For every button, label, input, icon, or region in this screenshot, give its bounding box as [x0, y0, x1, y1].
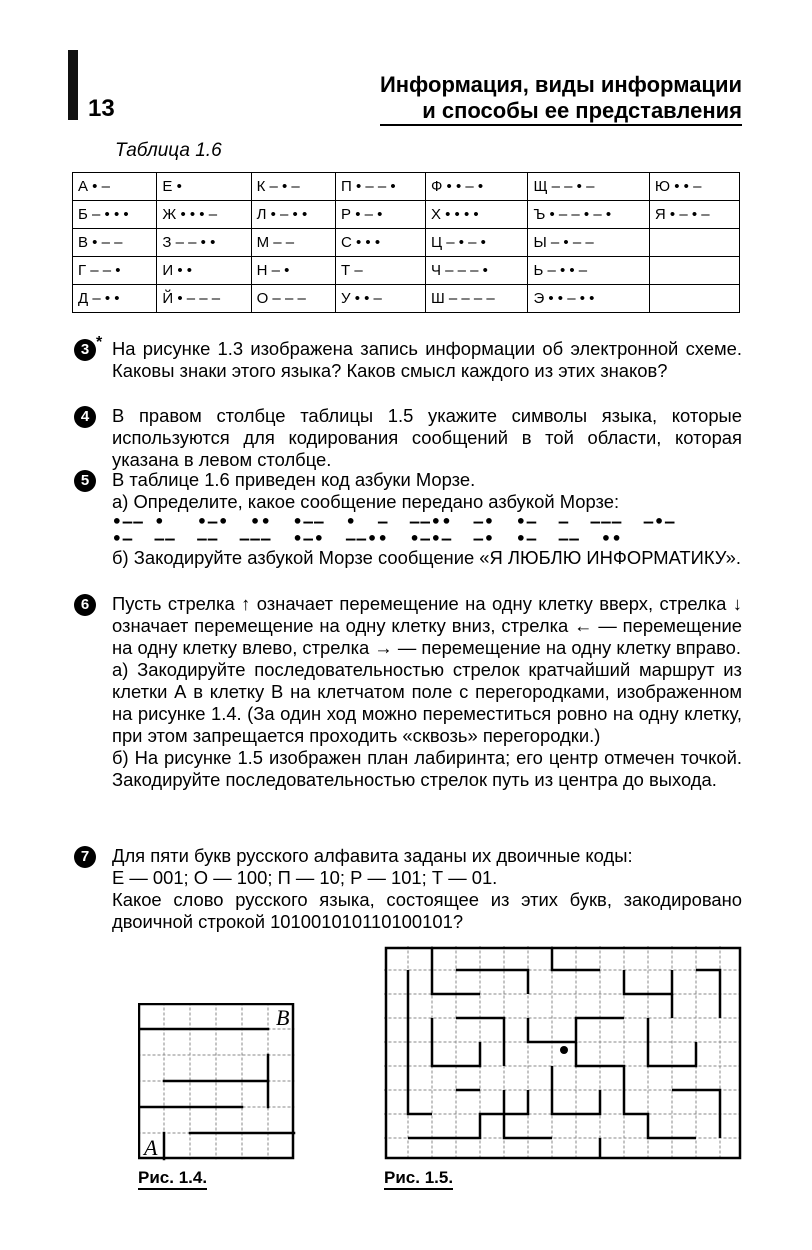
morse-message-line-2: •– –– –– ––– •–• ––•• •–•– –• •– –– ••	[112, 529, 623, 548]
morse-table-cell: Н – •	[251, 257, 335, 285]
morse-table-cell: Э • • – • •	[528, 285, 649, 313]
page-header	[380, 72, 742, 126]
exercise-text: На рисунке 1.3 изображена запись информации об электронной схеме. Каковы знаки этого языка? Каков смысл каждого из этих знаков?	[112, 338, 742, 381]
morse-table-cell: Г – – •	[73, 257, 157, 285]
exercise-part-a: а) Определите, какое сообщение передано азбукой Морзе:	[112, 491, 620, 512]
morse-table-row	[73, 285, 740, 313]
exercise-3	[76, 334, 742, 382]
morse-table-row	[73, 173, 740, 201]
exercise-4	[76, 405, 742, 471]
difficulty-star: *	[96, 334, 103, 351]
morse-table	[72, 172, 740, 313]
morse-table-cell: Я • – • –	[649, 201, 739, 229]
morse-table-cell: И • •	[157, 257, 251, 285]
morse-table-cell	[649, 285, 739, 313]
exercise-6	[76, 593, 742, 791]
exercise-part-b: б) Закодируйте азбукой Морзе сообщение «Я ЛЮБЛЮ ИНФОРМАТИКУ».	[112, 547, 741, 568]
morse-table-row	[73, 229, 740, 257]
morse-table-cell: У • • –	[336, 285, 426, 313]
figure-1-5-caption: Рис. 1.5.	[384, 1168, 453, 1190]
morse-table-cell	[649, 229, 739, 257]
morse-table-cell: Й • – – –	[157, 285, 251, 313]
page-number: 13	[88, 95, 115, 122]
exercise-part-a: а) Закодируйте последовательностью стрелок кратчайший маршрут из клетки А в клетку В на клетчатом поле с перегородками, изображенном на рисунке 1.4. (За один ход можно переместиться ровно на одну клетку, при этом запрещается проходить «сквозь» перегородки.)	[112, 659, 742, 746]
morse-table-cell: С • • •	[336, 229, 426, 257]
morse-table-cell: Р • – •	[336, 201, 426, 229]
morse-table-cell: Д – • •	[73, 285, 157, 313]
header-line-2: и способы ее представления	[380, 98, 742, 126]
exercise-number-badge: 7	[74, 846, 96, 868]
morse-message-line-1: •–– • •–• •• •–– • – ––•• –• •– – ––– –•–	[112, 512, 676, 531]
morse-table-cell: Щ – – • –	[528, 173, 649, 201]
table-caption: Таблица 1.6	[115, 140, 222, 161]
morse-table-cell: З – – • •	[157, 229, 251, 257]
exercise-part-b: б) На рисунке 1.5 изображен план лабиринта; его центр отмечен точкой. Закодируйте последовательностью стрелок путь из центра до выхода.	[112, 747, 742, 790]
morse-table-cell: А • –	[73, 173, 157, 201]
morse-table-cell: Ю • • –	[649, 173, 739, 201]
morse-table-cell: Ъ • – – • – •	[528, 201, 649, 229]
morse-table-cell: Л • – • •	[251, 201, 335, 229]
page-edge-bar	[68, 50, 78, 120]
header-line-1: Информация, виды информации	[379, 72, 742, 97]
morse-table-cell: К – • –	[251, 173, 335, 201]
morse-table-cell: О – – –	[251, 285, 335, 313]
cell-b-label: B	[276, 1005, 290, 1030]
morse-table-cell: Ь – • • –	[528, 257, 649, 285]
morse-table-cell: Ж • • • –	[157, 201, 251, 229]
exercise-text: В таблице 1.6 приведен код азбуки Морзе.	[112, 469, 476, 490]
exercise-text-2: Е — 001; О — 100; П — 10; Р — 101; Т — 01.	[112, 867, 498, 888]
morse-table-row	[73, 201, 740, 229]
morse-table-cell: Ы – • – –	[528, 229, 649, 257]
exercise-7	[76, 845, 742, 933]
morse-table-cell: Е •	[157, 173, 251, 201]
exercise-text: Пусть стрелка ↑ означает перемещение на одну клетку вверх, стрелка ↓ означает перемещение на одну клетку вниз, стрелка ← — перемещение на одну клетку влево, стрелка → — перемещение на одну клетку вправо.	[112, 593, 742, 658]
cell-a-label: A	[144, 1135, 158, 1160]
exercise-5	[76, 469, 742, 569]
exercise-number-badge: 5	[74, 470, 96, 492]
morse-table-cell: М – –	[251, 229, 335, 257]
morse-table-cell: Ф • • – •	[425, 173, 527, 201]
morse-table-row	[73, 257, 740, 285]
exercise-number-badge: 4	[74, 406, 96, 428]
exercise-text-1: Для пяти букв русского алфавита заданы их двоичные коды:	[112, 845, 633, 866]
morse-table-cell: П • – – •	[336, 173, 426, 201]
morse-table-cell: Ш – – – –	[425, 285, 527, 313]
morse-table-cell	[649, 257, 739, 285]
morse-table-cell: Б – • • •	[73, 201, 157, 229]
maze-center-dot	[560, 1046, 568, 1054]
exercise-text-3: Какое слово русского языка, состоящее из этих букв, закодировано двоичной строкой 101001010110100101?	[112, 889, 742, 932]
morse-table-cell: Т –	[336, 257, 426, 285]
morse-table-cell: Х • • • •	[425, 201, 527, 229]
figure-1-4-grid	[138, 1003, 298, 1161]
morse-table-cell: Ч – – – •	[425, 257, 527, 285]
exercise-number-badge: 3	[74, 339, 96, 361]
exercise-number-badge: 6	[74, 594, 96, 616]
morse-table-cell: В • – –	[73, 229, 157, 257]
figure-1-5-maze	[384, 946, 744, 1162]
figure-1-4-caption: Рис. 1.4.	[138, 1168, 207, 1190]
morse-table-cell: Ц – • – •	[425, 229, 527, 257]
exercise-text: В правом столбце таблицы 1.5 укажите символы языка, которые используются для кодирования сообщений в той области, которая указана в левом столбце.	[112, 405, 742, 470]
